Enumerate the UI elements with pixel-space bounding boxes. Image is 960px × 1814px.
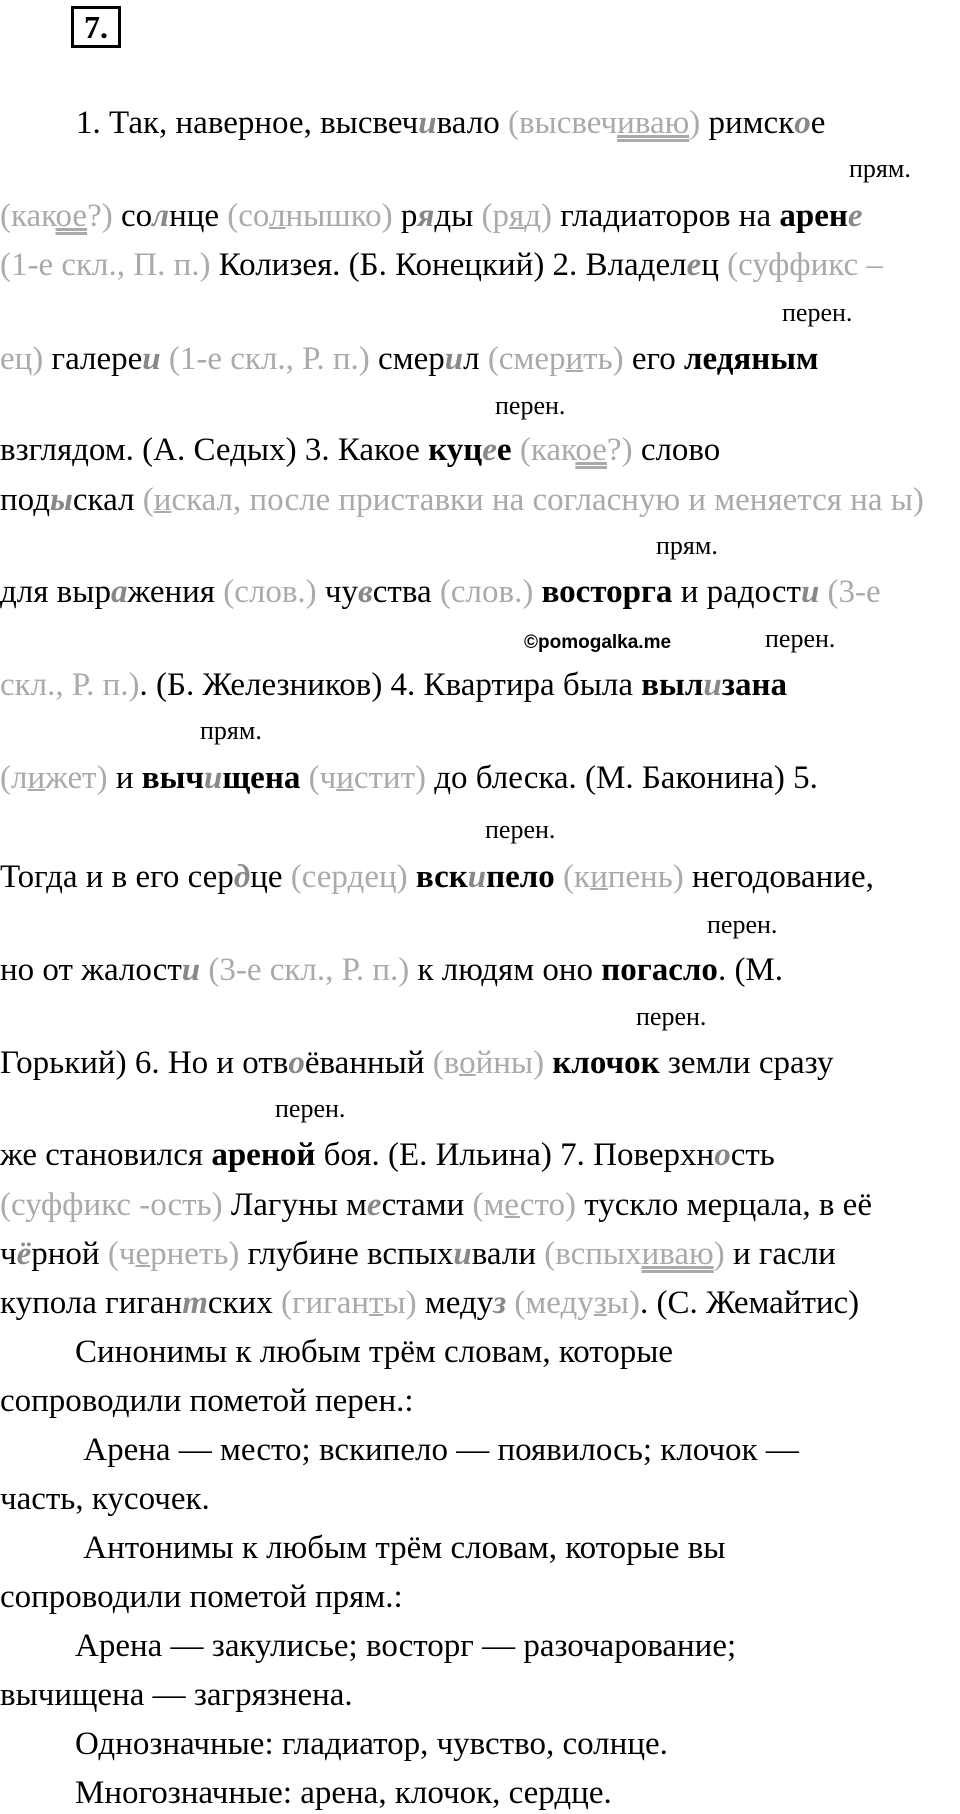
text-line: чёрной (чернеть) глубине вспыхивали (вспыхиваю) и гасли — [0, 1236, 836, 1272]
synonyms-list-cont: часть, кусочек. — [0, 1481, 210, 1517]
mark-per: перен. — [765, 624, 836, 653]
mark-per: перен. — [485, 815, 556, 844]
antonyms-intro-cont: сопроводили пометой прям.: — [0, 1579, 403, 1615]
text-line: (1-е скл., П. п.) Колизея. (Б. Конецкий) 2. Владелец (суффикс – — [0, 247, 883, 283]
antonyms-list: Арена — закулисье; восторг — разочарование; — [75, 1628, 737, 1664]
text-line: (какое?) солнце (солнышко) ряды (ряд) гладиаторов на арене — [0, 198, 863, 234]
text-line: для выражения (слов.) чувства (слов.) восторга и радости (3-е — [0, 574, 881, 610]
mark-per: перен. — [275, 1094, 346, 1123]
text-line: Тогда и в его сердце (сердец) вскипело (кипень) негодование, — [0, 859, 874, 895]
mark-pr: прям. — [200, 716, 262, 745]
multi-meaning-words: Многозначные: арена, клочок, сердце. — [75, 1775, 612, 1811]
mark-per: перен. — [636, 1002, 707, 1031]
text-line: ец) галереи (1-е скл., Р. п.) смерил (смерить) его ледяным — [0, 341, 819, 377]
mark-pr: прям. — [656, 531, 718, 560]
text-line: 1. Так, наверное, высвечивало (высвечиваю) римское — [76, 105, 826, 141]
task-number: 7. — [71, 6, 121, 48]
antonyms-list-cont: вычищена — загрязнена. — [0, 1677, 353, 1713]
mark-pr: прям. — [849, 154, 911, 183]
synonyms-intro: Синонимы к любым трём словам, которые — [75, 1334, 674, 1370]
text-line: (лижет) и вычищена (чистит) до блеска. (М. Баконина) 5. — [0, 760, 818, 796]
mark-per: перен. — [782, 298, 853, 327]
text-line: но от жалости (3-е скл., Р. п.) к людям оно погасло. (М. — [0, 952, 784, 988]
single-meaning-words: Однозначные: гладиатор, чувство, солнце. — [75, 1726, 668, 1762]
mark-per: перен. — [707, 910, 778, 939]
text-line: (суффикс -ость) Лагуны местами (место) тускло мерцала, в её — [0, 1187, 872, 1223]
synonyms-intro-cont: сопроводили пометой перен.: — [0, 1383, 414, 1419]
synonyms-list: Арена — место; вскипело — появилось; клочок — — [75, 1432, 799, 1468]
watermark: ©pomogalka.me — [524, 632, 672, 653]
text-line: же становился ареной боя. (Е. Ильина) 7. Поверхность — [0, 1137, 775, 1173]
text-line: Горький) 6. Но и отвоёванный (войны) клочок земли сразу — [0, 1045, 834, 1081]
text-line: подыскал (искал, после приставки на согласную и меняется на ы) — [0, 482, 924, 518]
mark-per: перен. — [495, 391, 566, 420]
antonyms-intro: Антонимы к любым трём словам, которые вы — [75, 1530, 726, 1566]
text-line: купола гигантских (гиганты) медуз (медузы). (С. Жемайтис) — [0, 1285, 860, 1321]
text-line: скл., Р. п.). (Б. Железников) 4. Квартира была вылизана — [0, 667, 787, 703]
text-line: взглядом. (А. Седых) 3. Какое куцее (какое?) слово — [0, 432, 721, 468]
